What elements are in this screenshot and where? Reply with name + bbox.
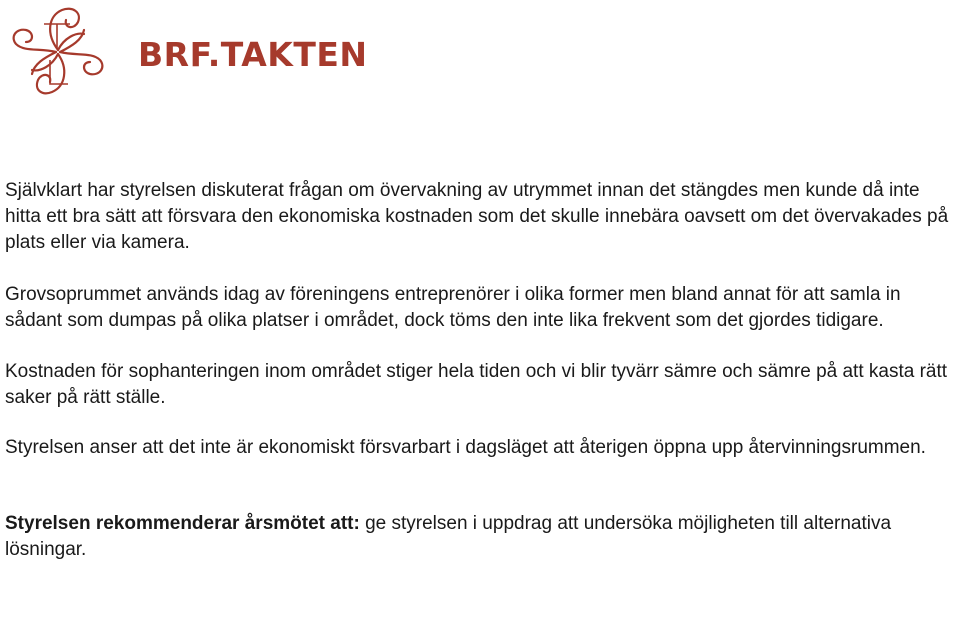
recommendation-label: Styrelsen rekommenderar årsmötet att: [5, 513, 360, 534]
page-header [0, 0, 960, 110]
brf-takten-logo-icon [6, 4, 110, 98]
paragraph-board-position: Styrelsen anser att det inte är ekonomiskt försvarbart i dagsläget att återigen öppna upp återvinningsrummen. [5, 437, 926, 458]
recommendation-text: ge styrelsen i uppdrag att undersöka möjligheten till alternativa lösningar. [5, 513, 892, 560]
paragraph-bulky-waste-room: Grovsoprummet används idag av föreningens entreprenörer i olika former men bland annat för att samla in sådant som dumpas på olika platser i området, dock töms den inte lika frekvent som det gjordes tidigare. [5, 284, 901, 331]
recommendation [5, 511, 960, 563]
paragraph-surveillance: Självklart har styrelsen diskuterat frågan om övervakning av utrymmet innan det stängdes men kunde då inte hitta ett bra sätt att försvara den ekonomiska kostnaden som det skulle innebära oavsett om det övervakades på plats eller via kamera. [5, 180, 949, 253]
paragraph-waste-costs: Kostnaden för sophanteringen inom området stiger hela tiden och vi blir tyvärr sämre och sämre på att kasta rätt saker på rätt ställe. [5, 361, 948, 408]
document-body [5, 178, 960, 563]
brand-name: BRF.TAKTEN [138, 35, 368, 74]
